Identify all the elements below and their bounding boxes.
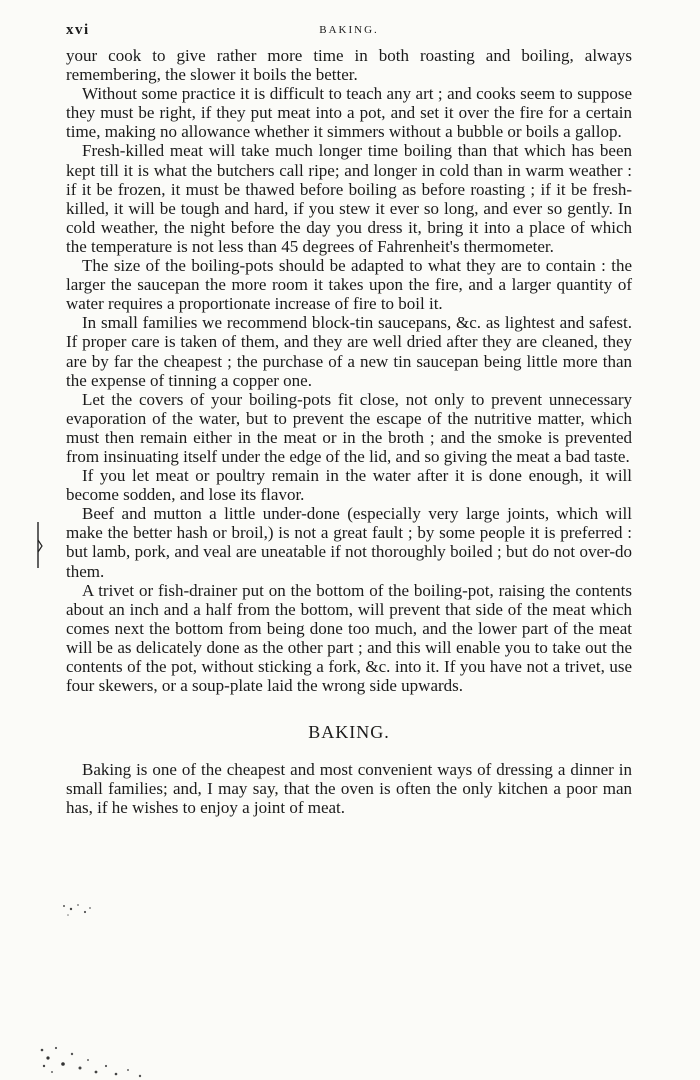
paragraph: Fresh-killed meat will take much longer time boiling than that which has been kept till it is what the butchers call ripe; and longer in cold than in warm weather : if it be frozen, it must be thawed before boiling as before roasting ; if it be fresh-killed, it will be tough and hard, if you stew it ever so long, and ever so gently. In cold weather, the night before the day you dress it, bring it into a place of which the temperature is not less than 45 degrees of Fahrenheit's thermometer.	[66, 141, 632, 256]
section-heading: BAKING.	[308, 722, 390, 743]
paragraph: your cook to give rather more time in both roasting and boiling, always remembering, the slower it boils the better.	[66, 46, 632, 85]
print-speckle	[36, 1040, 156, 1080]
print-speckle	[60, 900, 100, 922]
running-title: BAKING.	[319, 24, 379, 36]
paragraph: Without some practice it is difficult to teach any art ; and cooks seem to suppose they must be right, if they put meat into a pot, and set it over the fire for a certain time, making no allowance whether it simmers without a bubble or boils a gallop.	[66, 84, 632, 142]
paragraph: The size of the boiling-pots should be adapted to what they are to contain : the larger the saucepan the more room it takes upon the fire, and a larger quantity of water requires a proportionate increase of fire to boil it.	[66, 256, 632, 314]
paragraph: A trivet or fish-drainer put on the bottom of the boiling-pot, raising the contents about an inch and a half from the bottom, will prevent that side of the meat which comes next the bottom from being done too much, and the lower part of the meat will be as delicately done as the other part ; and this will enable you to take out the contents of the pot, without sticking a fork, &c. into it. If you have not a trivet, use four skewers, or a soup-plate laid the wrong side upwards.	[66, 580, 632, 696]
running-head	[66, 22, 632, 46]
paragraph: If you let meat or poultry remain in the water after it is done enough, it will become sodden, and lose its flavor.	[66, 466, 632, 505]
body-text	[66, 46, 632, 818]
paragraph: Beef and mutton a little under-done (especially very large joints, which will make the better hash or broil,) is not a great fault ; by some people it is preferred : but lamb, pork, and veal are uneatable if not thoroughly boiled ; but do not over-do them.	[66, 504, 632, 581]
paragraph: In small families we recommend block-tin saucepans, &c. as lightest and safest. If proper care is taken of them, and they are well dried after they are cleaned, they are by far the cheapest ; the purchase of a new tin saucepan being little more than the expense of tinning a copper one.	[66, 313, 632, 390]
paragraph: Baking is one of the cheapest and most convenient ways of dressing a dinner in small families; and, I may say, that the oven is often the only kitchen a poor man has, if he wishes to enjoy a joint of meat.	[66, 760, 632, 818]
paragraph: Let the covers of your boiling-pots fit close, not only to prevent unnecessary evaporation of the water, but to prevent the escape of the nutritive matter, which must then remain either in the meat or in the broth ; and the smoke is prevented from insinuating itself under the edge of the lid, and so giving the meat a bad taste.	[66, 389, 632, 466]
book-page	[66, 22, 632, 818]
margin-bracket-mark	[37, 522, 43, 568]
page-number: xvi	[66, 22, 90, 38]
